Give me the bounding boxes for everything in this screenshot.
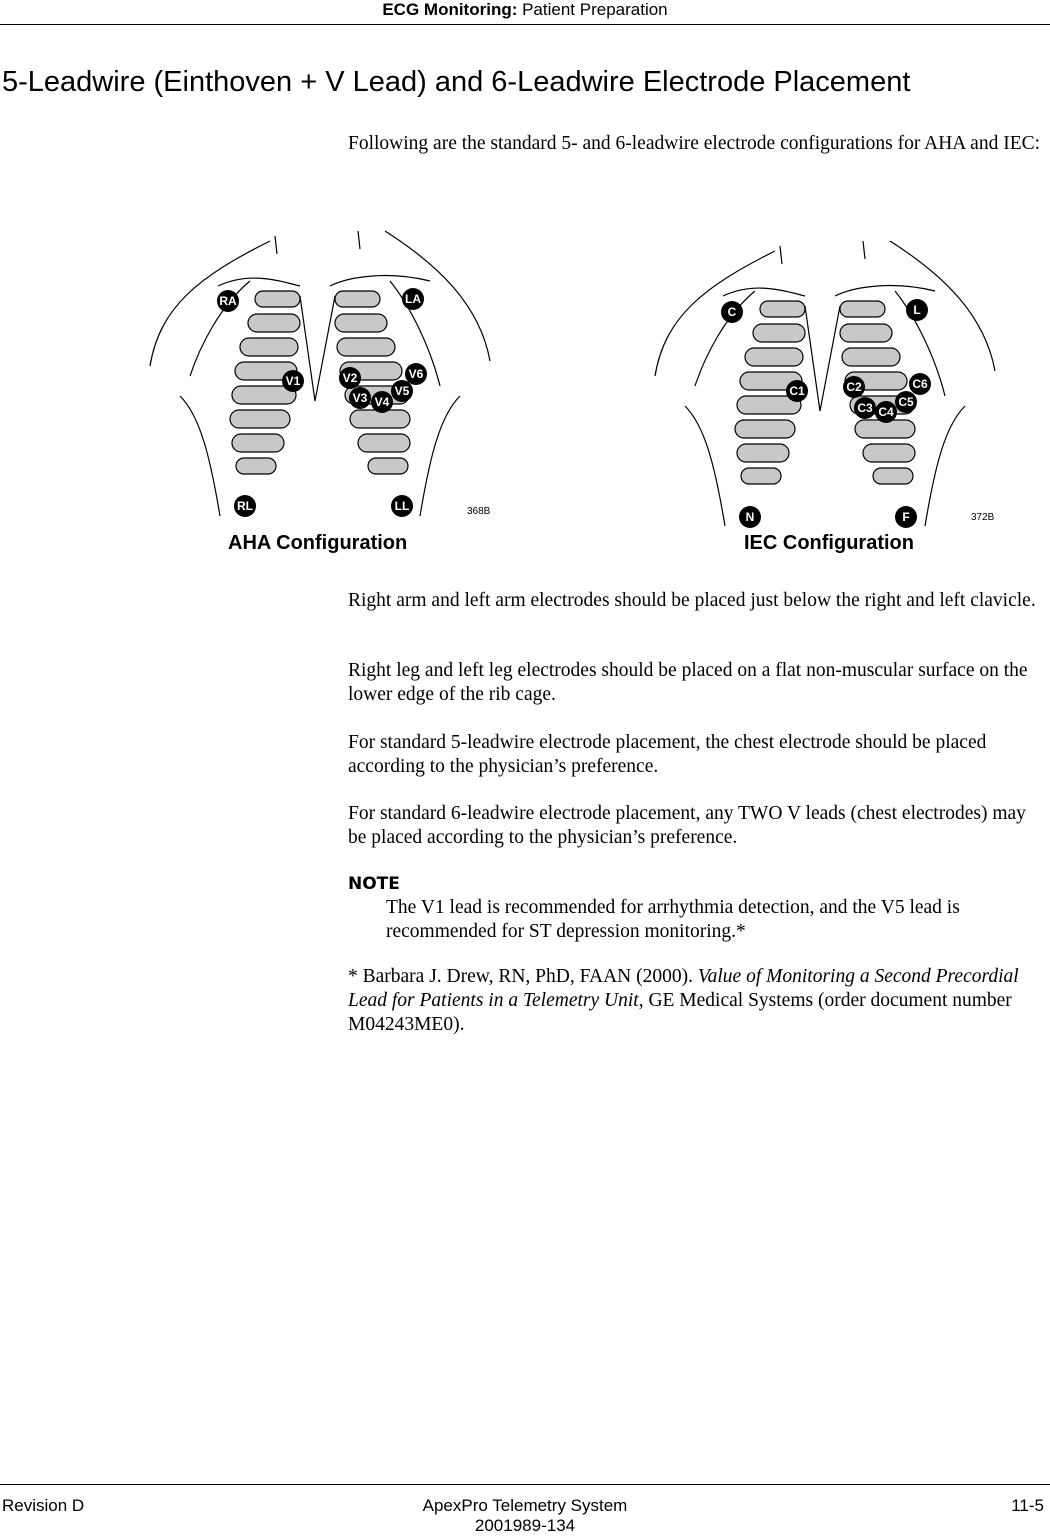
aha-electrode-ll <box>391 495 413 517</box>
electrode-placement-figure <box>140 226 1020 556</box>
iec-electrode-c2 <box>843 376 865 398</box>
svg-text:V5: V5 <box>394 384 410 398</box>
svg-text:V2: V2 <box>342 371 358 385</box>
iec-electrode-l <box>906 299 928 321</box>
svg-text:V6: V6 <box>408 367 424 381</box>
paragraph-leg-electrodes: Right leg and left leg electrodes should be placed on a flat non-muscular surface on the lower edge of the rib cage. <box>348 660 1028 705</box>
iec-figure-caption: IEC Configuration <box>744 532 914 554</box>
footer-page-number: 11-5 <box>1011 1496 1044 1515</box>
paragraph-6-leadwire: For standard 6-leadwire electrode placement, any TWO V leads (chest electrodes) may be placed according to the physician’s preference. <box>348 803 1026 848</box>
aha-figure-id: 368B <box>467 506 491 517</box>
svg-text:C6: C6 <box>912 377 928 391</box>
aha-electrode-v6 <box>405 363 427 385</box>
svg-text:LL: LL <box>394 499 410 513</box>
svg-text:V3: V3 <box>352 391 368 405</box>
reference-citation <box>348 965 1048 1037</box>
reference-prefix: * Barbara J. Drew, RN, PhD, FAAN (2000). <box>348 966 698 987</box>
footer-document-number: 2001989-134 <box>474 1516 576 1535</box>
reference-suffix: , GE Medical Systems (order document number M04243ME0). <box>348 990 1012 1035</box>
iec-electrode-c3 <box>854 397 876 419</box>
aha-electrode-v5 <box>391 380 413 402</box>
iec-electrode-c1 <box>786 380 808 402</box>
note-label: NOTE <box>348 874 400 894</box>
aha-figure-caption: AHA Configuration <box>228 532 408 554</box>
aha-electrode-rl <box>234 495 256 517</box>
svg-text:N: N <box>745 510 755 524</box>
iec-electrode-c5 <box>895 391 917 413</box>
aha-ribs <box>230 291 410 474</box>
aha-electrode-v1 <box>282 370 304 392</box>
svg-text:C1: C1 <box>789 384 805 398</box>
aha-electrode-v3 <box>349 387 371 409</box>
footer-center <box>0 1496 1050 1536</box>
iec-electrode-n <box>739 506 761 528</box>
iec-electrode-c <box>721 301 743 323</box>
svg-text:C: C <box>727 305 737 319</box>
svg-text:LA: LA <box>405 292 421 306</box>
aha-electrode-ra <box>217 290 239 312</box>
svg-text:C4: C4 <box>878 405 894 419</box>
header-subsection: Patient Preparation <box>517 0 668 19</box>
aha-torso-illustration <box>150 231 490 516</box>
note-text: The V1 lead is recommended for arrhythmia detection, and the V5 lead is recommended for ST depression monitoring.* <box>386 897 960 942</box>
reference-title: Value of Monitoring a Second Precordial Lead for Patients in a Telemetry Unit <box>348 966 1019 1011</box>
svg-text:V4: V4 <box>374 395 390 409</box>
iec-electrode-c6 <box>909 373 931 395</box>
svg-text:C3: C3 <box>857 401 873 415</box>
iec-figure-id: 372B <box>971 512 995 523</box>
svg-text:RL: RL <box>237 499 253 513</box>
page-title: 5-Leadwire (Einthoven + V Lead) and 6-Leadwire Electrode Placement <box>2 66 911 98</box>
svg-text:RA: RA <box>219 294 237 308</box>
svg-text:C5: C5 <box>898 395 914 409</box>
iec-torso-illustration <box>655 241 995 526</box>
header-section: ECG Monitoring: <box>382 0 518 19</box>
aha-electrode-la <box>402 288 424 310</box>
paragraph-arm-electrodes: Right arm and left arm electrodes should be placed just below the right and left clavicle. <box>348 590 1036 611</box>
paragraph-5-leadwire: For standard 5-leadwire electrode placement, the chest electrode should be placed according to the physician’s preference. <box>348 732 987 777</box>
figure-svg <box>140 226 1020 556</box>
iec-ribs <box>735 301 915 484</box>
footer-revision: Revision D <box>2 1496 85 1515</box>
footer-divider <box>0 1484 1050 1485</box>
aha-electrode-v2 <box>339 367 361 389</box>
svg-text:F: F <box>902 510 910 524</box>
footer-product-name: ApexPro Telemetry System <box>422 1496 628 1515</box>
aha-electrode-v4 <box>371 391 393 413</box>
iec-electrode-c4 <box>875 401 897 423</box>
iec-electrode-f <box>895 506 917 528</box>
svg-text:L: L <box>913 303 921 317</box>
svg-text:C2: C2 <box>846 380 862 394</box>
svg-text:V1: V1 <box>285 374 301 388</box>
intro-paragraph: Following are the standard 5- and 6-leadwire electrode configurations for AHA and IEC: <box>348 133 1041 154</box>
page-header <box>0 0 1050 25</box>
